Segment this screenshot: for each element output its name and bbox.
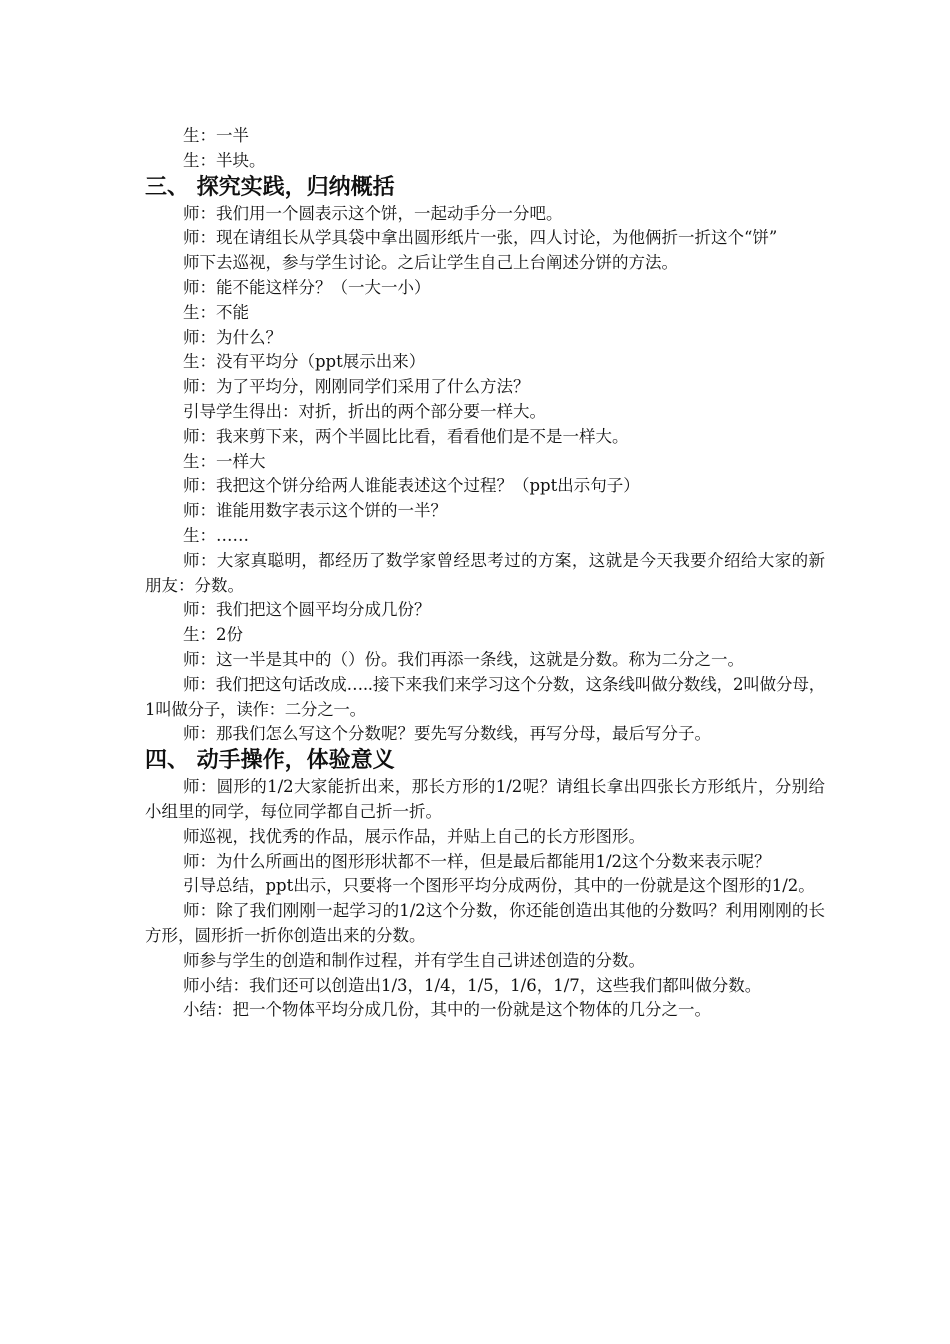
dialogue-line: 生：一半 [183,126,249,145]
dialogue-line: 师：这一半是其中的（）份。我们再添一条线，这就是分数。称为二分之一。 [183,649,744,669]
dialogue-line: 师：能不能这样分？（一大一小） [183,277,431,297]
dialogue-line: 师：大家真聪明，都经历了数学家曾经思考过的方案，这就是今天我要介绍给大家的新朋友：分数。 [145,550,825,595]
dialogue-line: 小结：把一个物体平均分成几份，其中的一份就是这个物体的几分之一。 [183,1000,711,1020]
dialogue-line: 生：一样大 [183,451,266,471]
dialogue-line: 师参与学生的创造和制作过程，并有学生自己讲述创造的分数。 [183,950,645,970]
dialogue-line: 生：没有平均分（ppt展示出来） [183,352,426,372]
dialogue-line: 师：我把这个饼分给两人谁能表述这个过程？（ppt出示句子） [183,476,640,496]
dialogue-line: 师：现在请组长从学具袋中拿出圆形纸片一张，四人讨论，为他俩折一折这个“饼” [183,228,778,248]
dialogue-line: 师：除了我们刚刚一起学习的1/2这个分数，你还能创造出其他的分数吗？利用刚刚的长方形，圆形折一折你创造出来的分数。 [145,901,825,945]
dialogue-line: 师：我们用一个圆表示这个饼，一起动手分一分吧。 [183,203,563,223]
dialogue-line: 师：为什么？ [183,327,282,347]
dialogue-line: 师：我来剪下来，两个半圆比比看，看看他们是不是一样大。 [183,426,629,446]
dialogue-line: 师巡视，找优秀的作品，展示作品，并贴上自己的长方形图形。 [183,826,645,846]
dialogue-line: 师：为了平均分，刚刚同学们采用了什么方法？ [183,377,530,397]
dialogue-line: 师小结：我们还可以创造出1/3，1/4，1/5，1/6，1/7，这些我们都叫做分数。 [183,975,762,995]
document-body [145,124,825,1023]
dialogue-line: 生：半块。 [183,150,266,170]
dialogue-line: 师：我们把这句话改成…..接下来我们来学习这个分数，这条线叫做分数线，2叫做分母，1叫做分子，读作：二分之一。 [145,674,825,719]
dialogue-line: 师：那我们怎么写这个分数呢？要先写分数线，再写分母，最后写分子。 [183,724,711,744]
dialogue-line: 师：圆形的1/2大家能折出来，那长方形的1/2呢？请组长拿出四张长方形纸片，分别给小组里的同学，每位同学都自己折一折。 [145,777,825,821]
dialogue-line: 师：为什么所画出的图形形状都不一样，但是最后都能用1/2这个分数来表示呢？ [183,851,771,871]
dialogue-line: 引导学生得出：对折，折出的两个部分要一样大。 [183,401,546,421]
section-heading-3: 三、 探究实践，归纳概括 [145,174,395,200]
dialogue-line: 引导总结，ppt出示，只要将一个图形平均分成两份，其中的一份就是这个图形的1/2。 [183,876,815,896]
dialogue-line: 师：我们把这个圆平均分成几份？ [183,600,431,620]
section-heading-4: 四、 动手操作，体验意义 [145,748,395,774]
dialogue-line: 师：谁能用数字表示这个饼的一半？ [183,501,447,521]
dialogue-line: 生：2份 [183,625,243,645]
dialogue-line: 师下去巡视，参与学生讨论。之后让学生自己上台阐述分饼的方法。 [183,253,678,273]
dialogue-line: 生：…… [183,525,249,545]
dialogue-line: 生：不能 [183,302,249,322]
